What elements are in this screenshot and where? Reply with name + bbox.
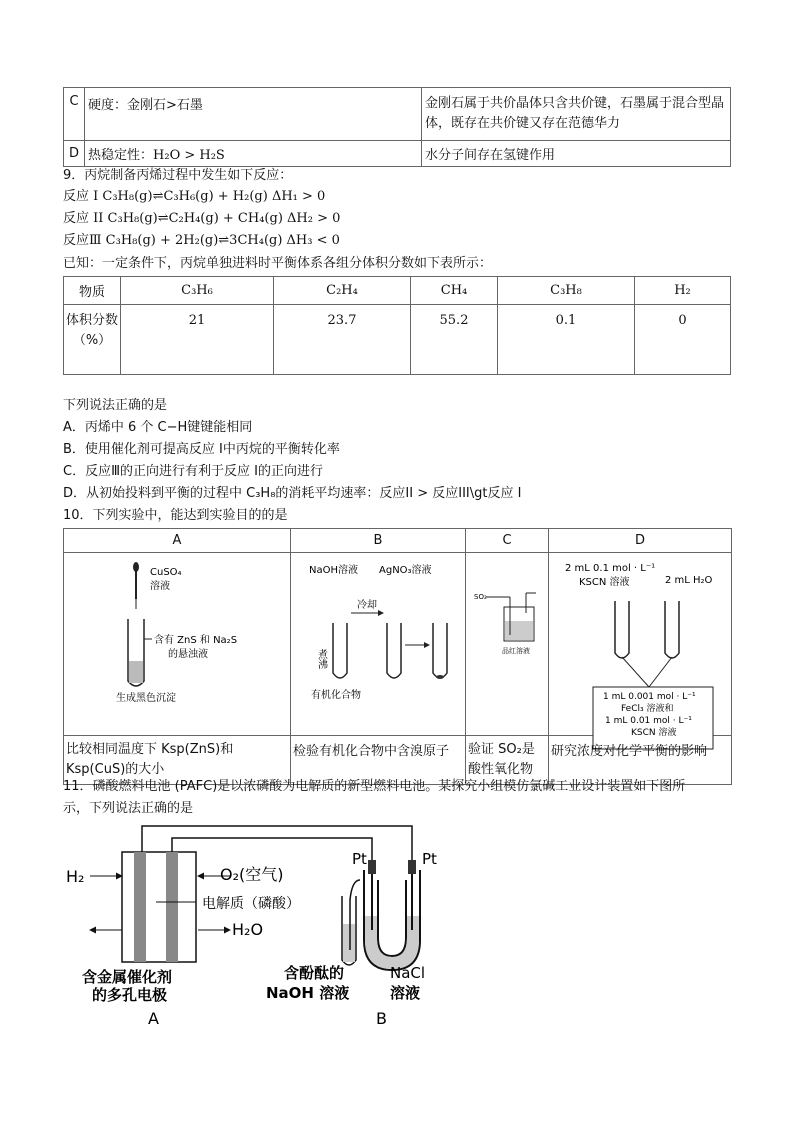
q9-option-a: A．丙烯中 6 个 C−H键键能相同	[63, 420, 253, 435]
q9-header-cell: C₃H₈	[498, 277, 635, 305]
black-precipitate-label: 生成黑色沉淀	[116, 693, 176, 704]
agno3-label: AgNO₃溶液	[379, 565, 432, 576]
box-line-4: KSCN 溶液	[631, 728, 677, 738]
equilibrium-tubes-figure	[549, 553, 731, 738]
kscn-solution-label: KSCN 溶液	[579, 577, 630, 588]
q9-option-b: B．使用催化剂可提高反应 I中丙烷的平衡转化率	[63, 442, 340, 457]
q10-figure-b	[291, 553, 466, 736]
o2-label: O₂(空气)	[220, 865, 284, 884]
distillation-tubes-figure	[291, 553, 465, 731]
h2-label: H₂	[66, 867, 85, 886]
q9-option-c: C．反应Ⅲ的正向进行有利于反应 I的正向进行	[63, 464, 324, 479]
gas-wash-bottle-figure	[466, 553, 548, 731]
catalyst-label-1: 含金属催化剂	[82, 968, 173, 986]
q9-reaction-1: 反应 I C₃H₈(g)⇌C₃H₆(g) + H₂(g) ΔH₁ > 0	[63, 189, 326, 204]
q10-col-c: C	[466, 529, 549, 553]
h2o-label: H₂O	[232, 920, 264, 939]
q9-value-cell: 0	[635, 305, 731, 375]
row-c-left: 硬度：金刚石>石墨	[85, 88, 422, 141]
row-d-left	[85, 141, 422, 167]
cuso4-label: CuSO₄	[150, 567, 182, 578]
q9-value-cell: 23.7	[274, 305, 411, 375]
q10-purpose-d: 研究浓度对化学平衡的影响	[549, 736, 732, 785]
organic-label: 有机化合物	[311, 690, 361, 701]
q9-value-cell: 0.1	[498, 305, 635, 375]
box-line-1: 1 mL 0.001 mol · L⁻¹	[603, 692, 696, 702]
q9-value-cell: 55.2	[411, 305, 498, 375]
q9-header-cell: C₂H₄	[274, 277, 411, 305]
q9-reaction-3: 反应Ⅲ C₃H₈(g) + 2H₂(g)⇌3CH₄(g) ΔH₃ < 0	[63, 233, 340, 248]
pinhong-label: 品红溶液	[502, 647, 530, 655]
label-a: A	[148, 1009, 159, 1028]
suspension-label-2: 的悬浊液	[168, 649, 208, 660]
row-d-right: 水分子间存在氢键作用	[422, 141, 731, 167]
q10-table	[63, 528, 732, 785]
box-line-3: 1 mL 0.01 mol · L⁻¹	[605, 716, 692, 726]
so2-label: SO₂	[474, 593, 487, 601]
row-d-formula: H₂O > H₂S	[153, 148, 225, 163]
q9-stem: 9．丙烷制备丙烯过程中发生如下反应：	[63, 168, 293, 183]
water-label: 2 mL H₂O	[665, 575, 713, 586]
cool-label: 冷却	[357, 600, 377, 611]
nacl-label-2: 溶液	[390, 984, 421, 1002]
q10-purpose-c: 验证 SO₂是酸性氧化物	[466, 736, 549, 785]
q9-ask: 下列说法正确的是	[63, 398, 168, 413]
suspension-label: 含有 ZnS 和 Na₂S	[154, 635, 238, 646]
q9-header-cell: C₃H₆	[121, 277, 274, 305]
q10-col-b: B	[291, 529, 466, 553]
q10-purpose-b: 检验有机化合物中含溴原子	[291, 736, 466, 785]
naoh-label-2: NaOH 溶液	[266, 984, 350, 1002]
electrolyte-label: 电解质（磷酸）	[202, 896, 300, 912]
catalyst-label-2: 的多孔电极	[92, 986, 168, 1004]
row-c-letter: C	[64, 88, 85, 141]
test-tube-dropper-figure	[64, 553, 290, 731]
q9-value-cell: 21	[121, 305, 274, 375]
q9-header-cell: H₂	[635, 277, 731, 305]
q9-table	[63, 276, 731, 375]
q9-known: 已知：一定条件下，丙烷单独进料时平衡体系各组分体积分数如下表所示：	[63, 256, 493, 271]
q11-stem-2: 示，下列说法正确的是	[63, 801, 194, 816]
q9-reaction-2: 反应 II C₃H₈(g)⇌C₂H₄(g) + CH₄(g) ΔH₂ > 0	[63, 211, 341, 226]
fuel-cell-electrolysis-figure	[60, 820, 460, 1030]
q9-row-label: 体积分数（%）	[64, 305, 121, 375]
q8-table	[63, 87, 731, 167]
q9-header-cell: 物质	[64, 277, 121, 305]
q10-figure-a	[64, 553, 291, 736]
naoh-label: NaOH溶液	[309, 565, 358, 576]
row-d-left-prefix: 热稳定性：	[88, 148, 154, 163]
nacl-label-1: NaCl	[390, 964, 426, 982]
row-d-letter: D	[64, 141, 85, 167]
pt-label-right: Pt	[422, 850, 437, 868]
q9-header-cell: CH₄	[411, 277, 498, 305]
pt-label-left: Pt	[352, 850, 367, 868]
q10-figure-c	[466, 553, 549, 736]
q10-col-d: D	[549, 529, 732, 553]
q11-stem-1: 11．磷酸燃料电池 (PAFC)是以浓磷酸为电解质的新型燃料电池。某探究小组模仿氯碱工业设计装置如下图所	[63, 779, 686, 794]
q9-option-d: D．从初始投料到平衡的过程中 C₃H₈的消耗平均速率：反应II > 反应III\gt反应 I	[63, 486, 522, 501]
kscn-label: 2 mL 0.1 mol · L⁻¹	[565, 563, 656, 574]
cuso4-solution-label: 溶液	[150, 581, 170, 592]
label-b: B	[376, 1009, 387, 1028]
boil-label: 煮沸	[315, 649, 327, 669]
box-line-2: FeCl₃ 溶液和	[621, 704, 674, 714]
row-c-right: 金刚石属于共价晶体只含共价键，石墨属于混合型晶体，既存在共价键又存在范德华力	[422, 88, 731, 141]
q10-stem: 10．下列实验中，能达到实验目的的是	[63, 508, 288, 523]
q10-purpose-a: 比较相同温度下 Ksp(ZnS)和 Ksp(CuS)的大小	[64, 736, 291, 785]
q10-col-a: A	[64, 529, 291, 553]
naoh-label-1: 含酚酞的	[284, 964, 345, 982]
q10-figure-d	[549, 553, 732, 736]
